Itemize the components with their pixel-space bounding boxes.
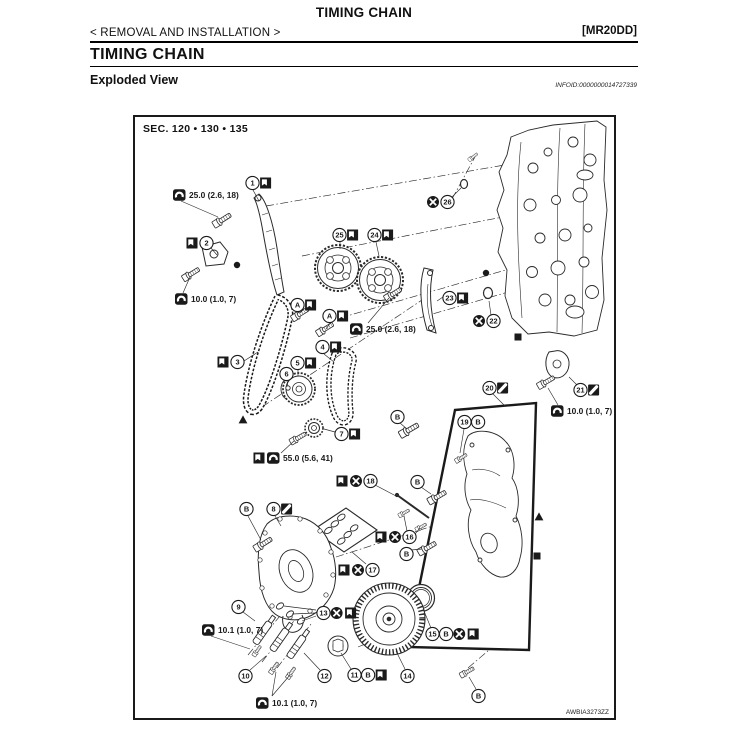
svg-text:55.0 (5.6, 41): 55.0 (5.6, 41) <box>283 453 333 463</box>
bookmark-square-icon <box>345 608 356 619</box>
torque-3 <box>350 323 416 334</box>
callout-b-4 <box>240 502 253 515</box>
crankshaft-pulley <box>353 583 425 655</box>
svg-text:25.0 (2.6, 18): 25.0 (2.6, 18) <box>366 324 416 334</box>
camshaft-bracket <box>546 351 569 378</box>
torque-wrench-icon <box>267 452 280 463</box>
sealant-square-icon <box>281 504 292 515</box>
oil-jet-bolt <box>251 645 262 658</box>
svg-text:4: 4 <box>320 342 325 352</box>
bookmark-square-icon <box>337 311 348 322</box>
callout-9 <box>232 600 245 613</box>
tensioner-guide <box>421 268 436 333</box>
non-reusable-part-icon <box>427 196 439 208</box>
engine-code-badge: [MR20DD] <box>582 25 637 37</box>
callout-22 <box>473 314 500 327</box>
bookmark-square-icon <box>382 230 393 241</box>
triangle-match-mark <box>535 512 544 520</box>
bookmark-square-icon <box>349 429 360 440</box>
bookmark-square-icon <box>218 357 229 368</box>
svg-text:15: 15 <box>428 629 437 639</box>
svg-text:16: 16 <box>405 532 414 542</box>
dot-match-mark <box>483 270 489 276</box>
dowel-pin <box>286 386 290 390</box>
breadcrumb[interactable]: < REMOVAL AND INSTALLATION > <box>90 27 281 39</box>
callout-5 <box>291 356 316 369</box>
callout-21 <box>574 383 599 396</box>
infoid-label: INFOID:0000000014727339 <box>555 82 637 89</box>
bookmark-square-icon <box>254 453 265 464</box>
o-ring-26 <box>461 180 468 189</box>
camshaft-sprocket-intake <box>315 245 361 291</box>
square-match-mark <box>534 553 541 560</box>
svg-text:10: 10 <box>241 671 250 681</box>
svg-text:B: B <box>365 670 371 680</box>
svg-text:18: 18 <box>366 476 375 486</box>
sealant-square-icon <box>588 385 599 396</box>
dot-match-mark <box>234 262 240 268</box>
svg-text:B: B <box>475 417 481 427</box>
callout-12 <box>318 669 331 682</box>
svg-text:1: 1 <box>250 178 255 188</box>
svg-text:2: 2 <box>204 238 209 248</box>
callout-4 <box>316 340 341 353</box>
bookmark-square-icon <box>305 300 316 311</box>
bookmark-square-icon <box>260 178 271 189</box>
callout-a-2 <box>323 309 348 322</box>
bookmark-square-icon <box>347 230 358 241</box>
bookmark-square-icon <box>337 476 348 487</box>
section-title: TIMING CHAIN <box>90 46 205 63</box>
svg-text:25.0 (2.6, 18): 25.0 (2.6, 18) <box>189 190 239 200</box>
callout-24 <box>368 228 393 241</box>
non-reusable-part-icon <box>352 564 364 576</box>
tensioner-bolt <box>211 211 232 229</box>
svg-text:12: 12 <box>320 671 329 681</box>
svg-text:3: 3 <box>235 357 240 367</box>
svg-text:14: 14 <box>403 671 412 681</box>
svg-text:17: 17 <box>368 565 377 575</box>
square-match-mark <box>515 334 522 341</box>
torque-wrench-icon <box>551 405 564 416</box>
svg-text:9: 9 <box>236 602 241 612</box>
cover-bolt-b <box>459 665 476 678</box>
callout-10 <box>239 669 252 682</box>
bookmark-square-icon <box>305 358 316 369</box>
small-bolt <box>414 522 427 532</box>
callout-b-5 <box>472 689 485 702</box>
svg-text:10.1 (1.0, 7): 10.1 (1.0, 7) <box>218 625 264 635</box>
callout-25 <box>333 228 358 241</box>
sec-label: SEC. 120 • 130 • 135 <box>143 123 249 135</box>
oil-jet-bolt <box>285 666 297 680</box>
svg-text:11: 11 <box>350 670 359 680</box>
camshaft-bolt <box>315 321 335 338</box>
torque-7 <box>256 697 317 708</box>
svg-text:21: 21 <box>576 385 585 395</box>
torque-5 <box>551 405 612 416</box>
camshaft-sprocket-exhaust <box>357 257 403 303</box>
header-rule <box>90 41 638 43</box>
exploded-view-figure <box>133 115 616 720</box>
chain-guide <box>254 194 284 295</box>
callout-3 <box>218 355 245 368</box>
non-reusable-part-icon <box>453 628 465 640</box>
torque-wrench-icon <box>175 293 188 304</box>
section-underline <box>90 66 638 67</box>
svg-text:20: 20 <box>485 383 494 393</box>
triangle-match-mark <box>239 415 248 423</box>
svg-text:8: 8 <box>271 504 276 514</box>
oil-jet-bolt <box>268 661 280 675</box>
bookmark-square-icon <box>187 238 198 249</box>
callout-17 <box>339 563 380 576</box>
callout-16 <box>376 530 417 543</box>
figure-code: AWBIA3273ZZ <box>565 709 609 716</box>
balancer-tensioner <box>305 419 323 437</box>
svg-text:B: B <box>414 477 421 487</box>
non-reusable-part-icon <box>389 531 401 543</box>
callout-7 <box>335 427 360 440</box>
svg-text:5: 5 <box>295 358 300 368</box>
svg-text:7: 7 <box>339 429 344 439</box>
non-reusable-part-icon <box>473 315 485 327</box>
torque-wrench-icon <box>256 697 269 708</box>
svg-text:25: 25 <box>335 230 344 240</box>
torque-6 <box>202 624 263 635</box>
callout-2 <box>187 236 214 249</box>
svg-text:26: 26 <box>443 197 452 207</box>
bookmark-square-icon <box>330 342 341 353</box>
callout-23 <box>443 291 468 304</box>
callout-1 <box>246 176 271 189</box>
callout-18 <box>337 474 378 487</box>
bookmark-square-icon <box>457 293 468 304</box>
svg-text:24: 24 <box>370 230 379 240</box>
svg-text:A: A <box>326 311 333 321</box>
torque-wrench-icon <box>202 624 215 635</box>
svg-text:10.0 (1.0, 7): 10.0 (1.0, 7) <box>191 294 237 304</box>
subsection-title: Exploded View <box>90 73 178 87</box>
callout-26 <box>427 195 454 208</box>
page-title: TIMING CHAIN <box>315 5 413 20</box>
callout-11 <box>348 668 387 681</box>
engine-block <box>497 121 607 336</box>
svg-text:19: 19 <box>460 417 469 427</box>
svg-text:6: 6 <box>284 369 289 379</box>
svg-text:B: B <box>443 629 449 639</box>
torque-4 <box>254 452 334 463</box>
callout-b-2 <box>411 475 424 488</box>
torque-wrench-icon <box>173 189 186 200</box>
svg-text:22: 22 <box>489 316 498 326</box>
svg-text:B: B <box>243 504 250 514</box>
torque-2 <box>175 293 236 304</box>
svg-text:A: A <box>294 300 301 310</box>
torque-1 <box>173 189 239 200</box>
non-reusable-part-icon <box>331 607 343 619</box>
non-reusable-part-icon <box>350 475 362 487</box>
svg-text:B: B <box>403 549 410 559</box>
svg-text:B: B <box>394 412 401 422</box>
o-ring-22 <box>484 288 493 299</box>
callout-6 <box>280 367 293 380</box>
exploded-view-drawing <box>135 117 614 718</box>
callout-b-3 <box>400 547 413 560</box>
tensioner-bolt <box>181 266 201 283</box>
svg-text:B: B <box>475 691 482 701</box>
bookmark-square-icon <box>376 670 387 681</box>
svg-text:10.1 (1.0, 7): 10.1 (1.0, 7) <box>272 698 318 708</box>
bookmark-square-icon <box>339 565 350 576</box>
svg-text:10.0 (1.0, 7): 10.0 (1.0, 7) <box>567 406 613 416</box>
callout-14 <box>401 669 414 682</box>
bookmark-square-icon <box>376 532 387 543</box>
torque-wrench-icon <box>350 323 363 334</box>
svg-text:13: 13 <box>319 608 328 618</box>
callout-13 <box>317 606 356 619</box>
sealant-square-icon <box>497 383 508 394</box>
callout-8 <box>267 502 292 515</box>
pulley-bolt-washer <box>328 636 348 656</box>
callout-b-1 <box>391 410 404 423</box>
bracket-bolt <box>536 374 556 390</box>
callout-20 <box>483 381 508 394</box>
bookmark-square-icon <box>468 629 479 640</box>
svg-text:23: 23 <box>445 293 454 303</box>
